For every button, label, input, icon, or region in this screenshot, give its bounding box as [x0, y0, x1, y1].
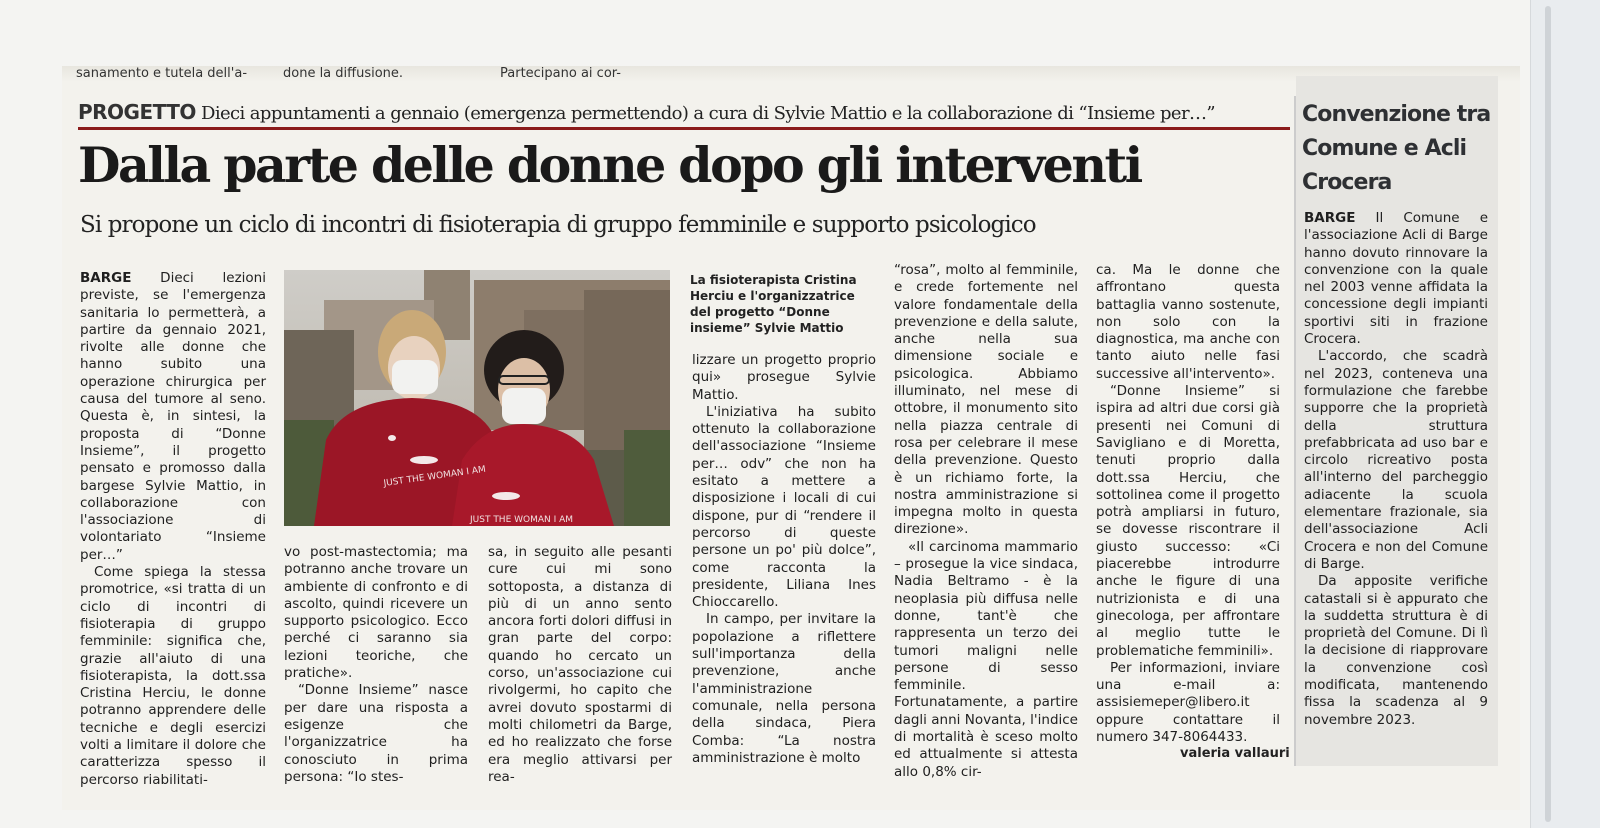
- photo-caption: La fisioterapista Cristina Herciu e l'organizzatrice del progetto “Donne insieme” Sylvie Mattio: [690, 273, 857, 335]
- article-column-1: [80, 270, 266, 788]
- article-byline: valeria vallauri: [1180, 746, 1290, 761]
- dateline: BARGE: [80, 270, 132, 286]
- side-dateline: BARGE: [1304, 210, 1356, 226]
- paragraph: vo post-mastectomia; ma potranno anche trovare un ambiente di confronto e di ascolto, quindi ricevere un supporto psicologico. Ecco perché ci saranno sia lezioni teoriche, che pratiche».: [284, 544, 468, 682]
- article-column-3: [488, 544, 672, 785]
- article-subheadline: Si propone un ciclo di incontri di fisioterapia di gruppo femminile e supporto psicologico: [80, 212, 1036, 238]
- column-divider: [1294, 96, 1296, 766]
- paragraph: ca. Ma le donne che affrontano questa battaglia vanno sostenute, non solo con la diagnostica, ma anche con tanto aiuto nelle fasi successive all'intervento».: [1096, 262, 1280, 382]
- article-photo: [284, 270, 670, 526]
- paragraph: L'accordo, che scadrà nel 2023, conteneva una formulazione che farebbe supporre che la proprietà della struttura prefabbricata ad uso bar e circolo ricreativo posta all'interno del parcheggio adiacente la scuola elementare frazionale, sia dell'associazione Acli Crocera e non del Comune di Barge.: [1304, 348, 1488, 572]
- paragraph: Come spiega la stessa promotrice, «si tratta di un ciclo di incontri di fisioterapia di gruppo femminile: significa che, grazie all'aiuto di una fisioterapista, la dott.ssa Cristina Herciu, le donne potranno apprendere delle tecniche e degli esercizi volti a limitare il dolore che caratterizza spesso il percorso riabilitati-: [80, 564, 266, 788]
- paragraph: “Donne Insieme” si ispira ad altri due corsi già presenti nei Comuni di Savigliano e di Moretta, tenuti proprio dalla dott.ssa Herciu, che sottolinea come il progetto potrà ampliarsi in futuro, se dovesse riscontrare il giusto successo: «Ci piacerebbe introdurre anche le figure di una nutrizionista e di una ginecologa, per affrontare al meglio tutte le problematiche femminili».: [1096, 383, 1280, 659]
- scrollbar[interactable]: [1530, 0, 1600, 828]
- paragraph: sa, in seguito alle pesanti cure cui mi sono sottoposta, a distanza di più di un anno sento ancora forti dolori diffusi in gran parte del corpo: quando ho cercato un corso, un'associazione cui rivolgermi, ho capito che avrei dovuto spostarmi di molti chilometri da Barge, ed ho realizzato che forse era meglio attivarsi per rea-: [488, 544, 672, 785]
- paragraph: In campo, per invitare la popolazione a riflettere sull'importanza della prevenzione, anche l'amministrazione comunale, nella persona della sindaca, Piera Comba: “La nostra amministrazione è molto: [692, 611, 876, 766]
- paragraph: «Il carcinoma mammario – prosegue la vice sindaca, Nadia Beltramo - è la neoplasia più diffusa nelle donne, tant'è che rappresenta un terzo dei tumori maligni nelle persone di sesso femminile. Fortunatamente, a partire dagli anni Novanta, l'indice di mortalità è sceso molto ed attualmente si attesta allo 0,8% cir-: [894, 538, 1078, 780]
- kicker-tag: PROGETTO: [78, 100, 196, 124]
- article-column-6: [1096, 262, 1280, 746]
- shirt-print-text: JUST THE WOMAN I AM: [383, 464, 487, 489]
- paragraph: L'iniziativa ha subito ottenuto la collaborazione dell'associazione “Insieme per… odv” che non ha esitato a mettere a disposizione i locali di cui dispone, pur di “rendere il percorso di queste persone un po' più dolce”, come racconta la presidente, Liliana Ines Chioccarello.: [692, 403, 876, 611]
- kicker-line: [78, 100, 1290, 130]
- side-story-title: Convenzione tra Comune e Acli Crocera: [1302, 102, 1491, 195]
- paragraph: “rosa”, molto al femminile, e crede fortemente nel valore fondamentale della prevenzione e della salute, anche nella sua dimensione sociale e psicologica. Abbiamo illuminato, nel mese di ottobre, il monumento sito nella piazza centrale di rosa per celebrare il mese della prevenzione. Questo è un richiamo forte, la nostra amministrazione si impegna molto in questa direzione».: [894, 262, 1078, 538]
- article-headline: Dalla parte delle donne dopo gli interventi: [78, 136, 1141, 194]
- article-column-5: [894, 262, 1078, 780]
- kicker-text: Dieci appuntamenti a gennaio (emergenza permettendo) a cura di Sylvie Mattio e la collaborazione di “Insieme per…”: [200, 103, 1215, 124]
- paragraph: Per informazioni, inviare una e-mail a: assisiemeper@libero.it oppure contattare il numero 347-8064433.: [1096, 659, 1280, 746]
- article-column-4: [692, 352, 876, 770]
- side-story-body: [1304, 210, 1488, 770]
- paragraph: lizzare un progetto proprio qui» prosegue Sylvie Mattio.: [692, 352, 876, 403]
- cut-text-right: Partecipano ai cor-: [500, 66, 621, 81]
- scrollbar-thumb[interactable]: [1545, 6, 1551, 822]
- cut-text-middle: done la diffusione.: [283, 66, 404, 81]
- article-column-2: [284, 544, 468, 785]
- photo-illustration: [284, 270, 670, 526]
- cut-text-left: sanamento e tutela dell'a-: [76, 66, 248, 81]
- paragraph: Il Comune e l'associazione Acli di Barge hanno dovuto rinnovare la convenzione con la quale nel 2003 venne affidata la concessione degli impianti sportivi siti in frazione Crocera.: [1304, 210, 1488, 348]
- paragraph: Dieci lezioni previste, se l'emergenza sanitaria lo permetterà, a partire da gennaio 2021, rivolte alle donne che hanno subito una operazione chirurgica per causa del tumore al seno. Questa è, in sintesi, la proposta di “Donne Insieme”, il progetto pensato e promosso dalla bargese Sylvie Mattio, in collaborazione con l'associazione di volontariato “Insieme per…”: [80, 270, 266, 563]
- paragraph: “Donne Insieme” nasce per dare una risposta a esigenze che l'organizzatrice ha conosciuto in prima persona: “Io stes-: [284, 682, 468, 785]
- shirt-print-text: JUST THE WOMAN I AM: [470, 515, 574, 525]
- paragraph: Da apposite verifiche catastali si è appurato che la suddetta struttura è di proprietà del Comune. Di lì la decisione di riapprovare la convenzione così modificata, mantenendo fissa la scadenza al 9 novembre 2023.: [1304, 573, 1488, 728]
